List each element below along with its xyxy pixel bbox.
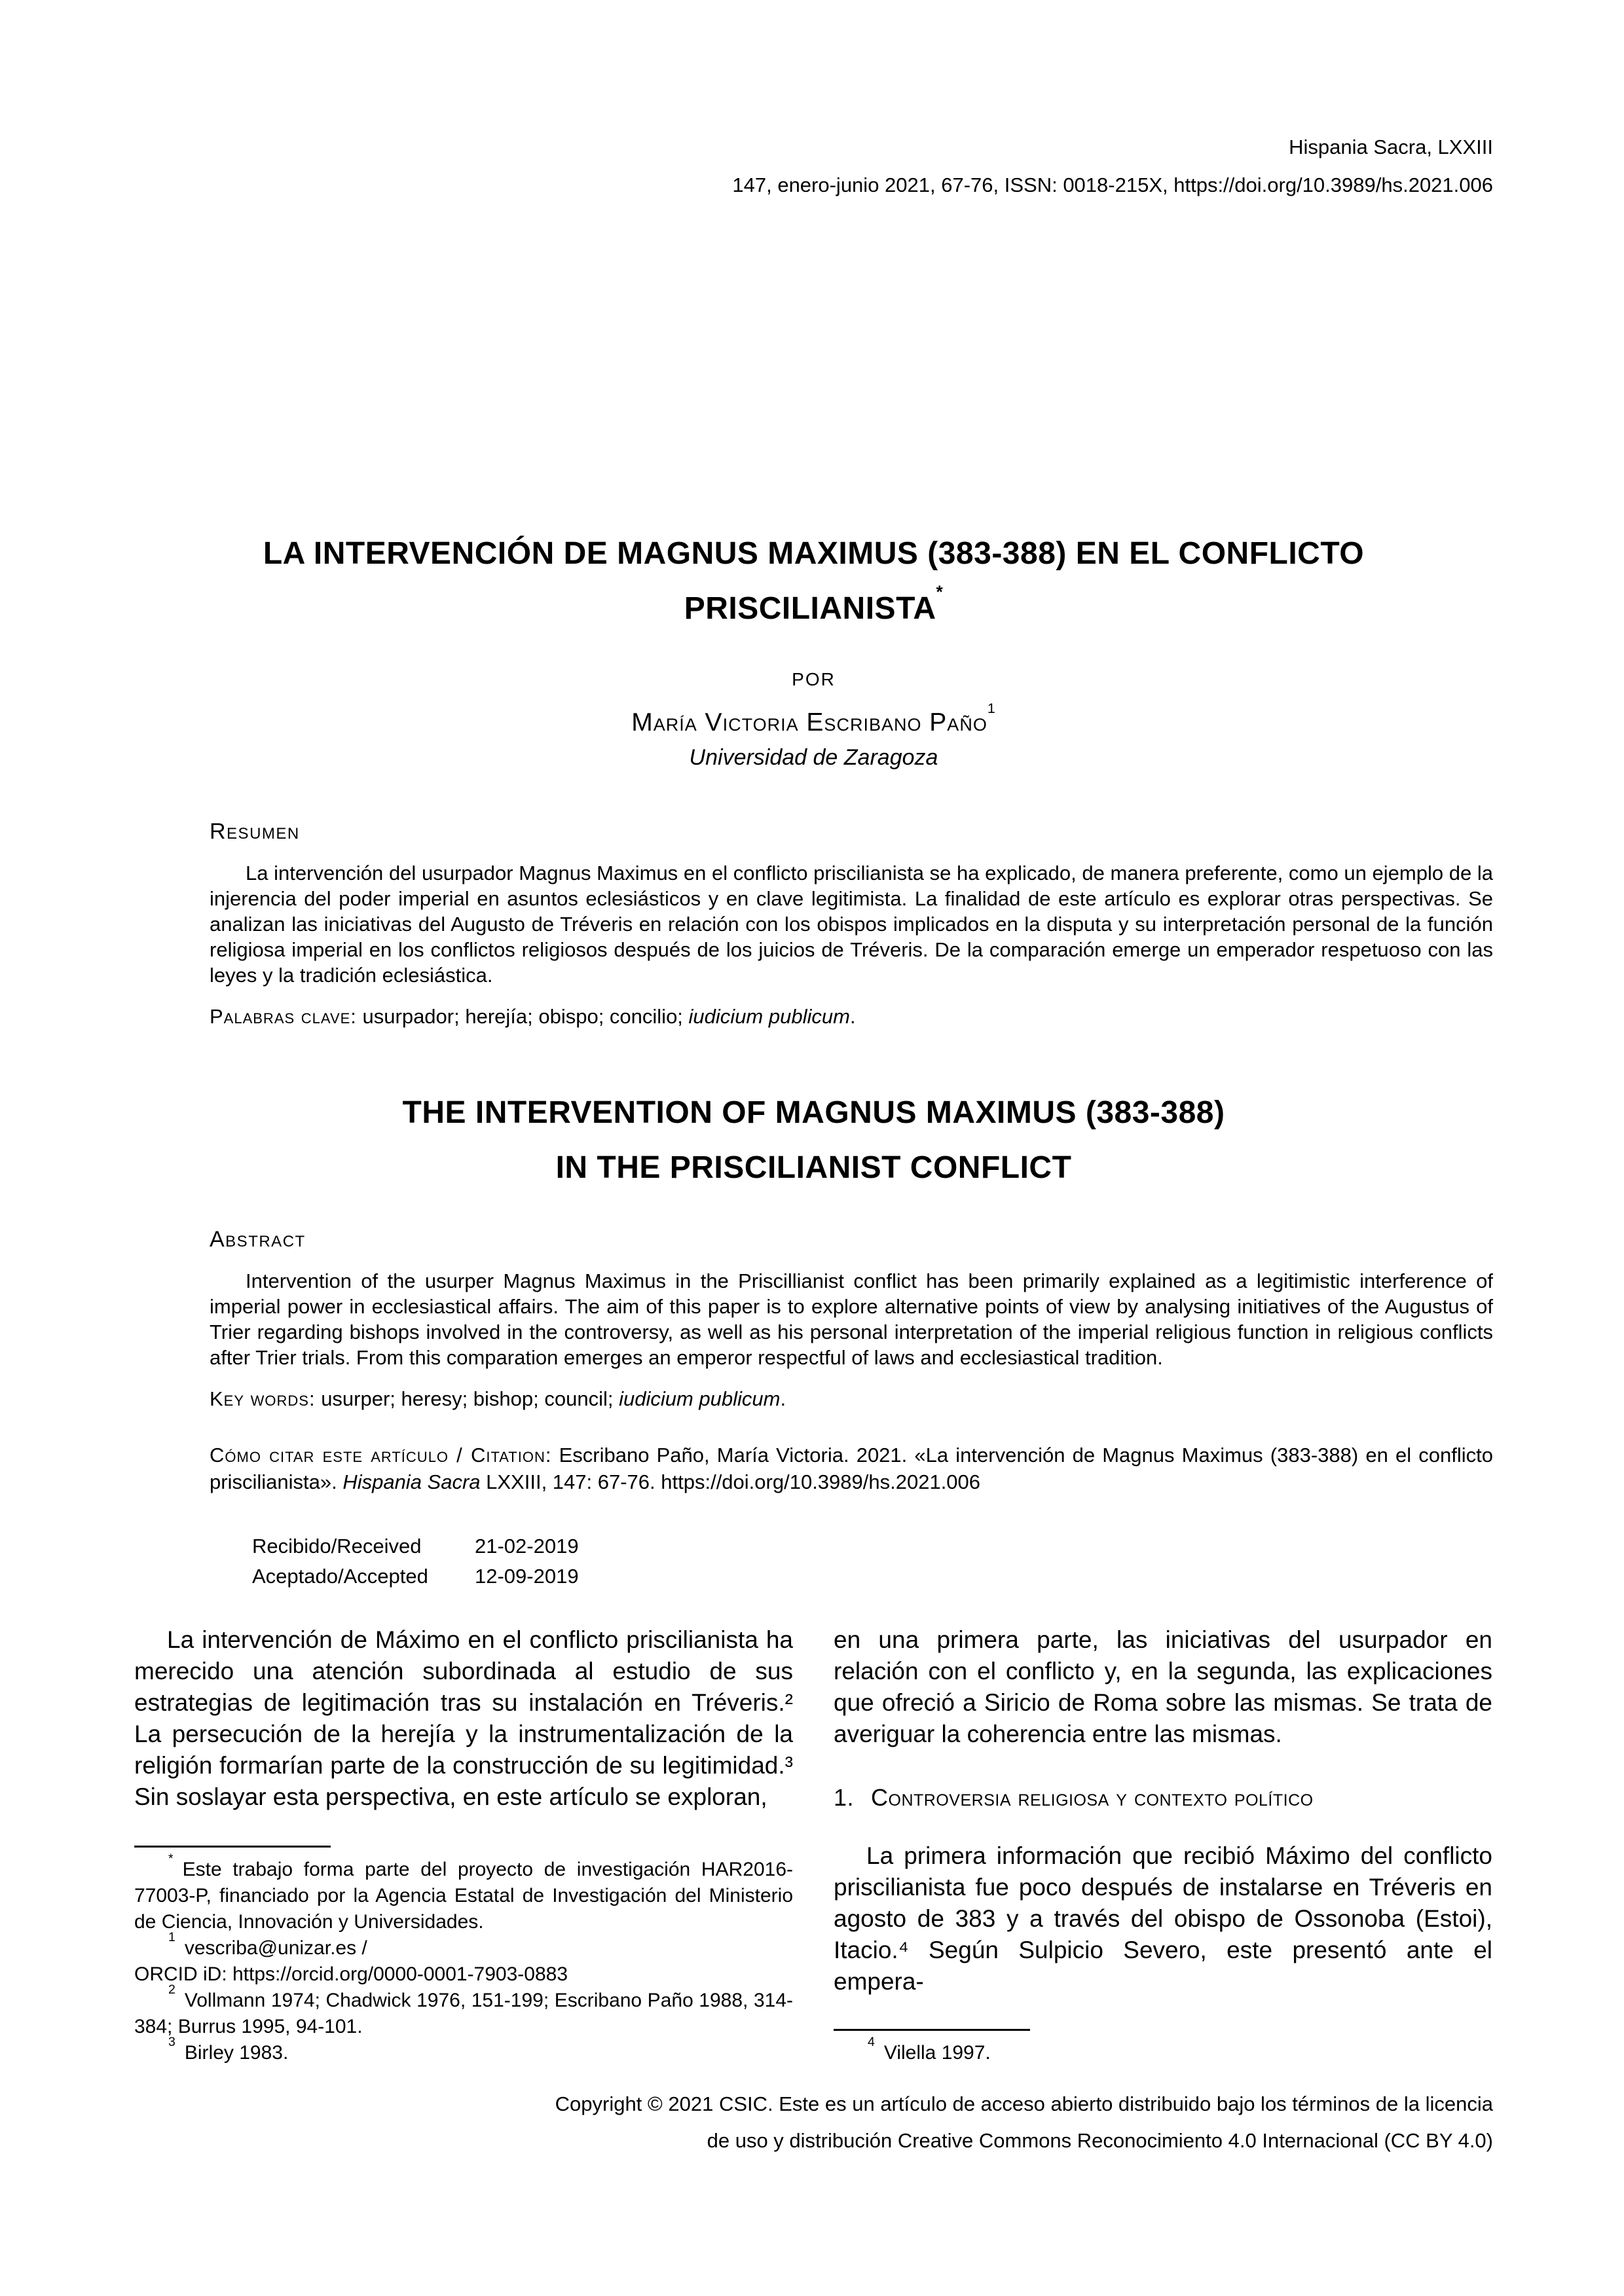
footnote-item-1 [134, 1930, 793, 1988]
author-name-text: María Victoria Escribano Paño [631, 708, 987, 737]
accepted-label: Aceptado/Accepted [252, 1565, 428, 1588]
footnote-marker: * [168, 1851, 174, 1867]
footnote-item-2 [134, 1982, 793, 2040]
column-right [834, 1624, 1492, 2066]
title-en-line-2: IN THE PRISCILIANIST CONFLICT [555, 1150, 1072, 1185]
footnote-item-4 [834, 2035, 1492, 2066]
keywords-text-en: usurper; heresy; bishop; council; [315, 1387, 619, 1410]
footnote-rule-left [134, 1846, 331, 1848]
keywords-suffix-es: . [849, 1005, 856, 1028]
footnote-rule-right [834, 2029, 1030, 2031]
keywords-italic-en: iudicium publicum [619, 1387, 781, 1410]
accepted-row [252, 1561, 1493, 1592]
title-footnote-mark: * [936, 582, 944, 602]
citation-block [210, 1442, 1493, 1495]
article-title-es [134, 526, 1493, 636]
author-affiliation: Universidad de Zaragoza [689, 745, 938, 770]
journal-issue-line: 147, enero-junio 2021, 67-76, ISSN: 0018-215X, https://doi.org/10.3989/hs.2021.006 [732, 173, 1493, 196]
body-paragraph-1: La intervención de Máximo en el conflicto priscilianista ha merecido una atención subordinada al estudio de sus estrategias de legitimación tras su instalación en Tréveris.² La persecución de la herejía y la instrumentalización de la religión formarían parte de la construcción de su legitimidad.³ Sin soslayar esta perspectiva, en este artículo se exploran, [134, 1626, 793, 1810]
keywords-suffix-en: . [780, 1387, 786, 1410]
citation-text: Escribano Paño, María Victoria. 2021. «La intervención de Magnus Maximus (383-388) en el conflicto priscilianista». [210, 1444, 1493, 1493]
section-title: Controversia religiosa y contexto político [871, 1784, 1314, 1811]
keywords-italic-es: iudicium publicum [688, 1005, 850, 1028]
author-footnote-mark: 1 [987, 701, 996, 717]
footnote-marker: 2 [168, 1982, 175, 1997]
resumen-heading: Resumen [210, 819, 300, 844]
footnote-item-asterisk [134, 1851, 793, 1935]
section-heading-1 [834, 1784, 1492, 1812]
received-row [252, 1531, 1493, 1561]
column-left [134, 1624, 793, 2066]
keywords-label-es: Palabras clave: [210, 1005, 357, 1028]
footnote-text: Vollmann 1974; Chadwick 1976, 151-199; Escribano Paño 1988, 314-384; Burrus 1995, 94-101. [134, 1990, 793, 2037]
abstract-heading: Abstract [210, 1227, 306, 1252]
footnotes-left [134, 1846, 793, 2066]
body-columns [134, 1624, 1493, 2066]
keywords-text-es: usurpador; herejía; obispo; concilio; [356, 1005, 689, 1028]
footnote-marker: 3 [168, 2035, 175, 2050]
footnotes-right [834, 2029, 1492, 2066]
dates-block [252, 1531, 1493, 1592]
footnote-marker: 1 [168, 1930, 175, 1945]
section-number: 1. [834, 1784, 855, 1811]
received-label: Recibido/Received [252, 1535, 422, 1558]
accepted-date: 12-09-2019 [475, 1565, 579, 1588]
title-es-line-1: LA INTERVENCIÓN DE MAGNUS MAXIMUS (383-388) EN EL CONFLICTO [263, 536, 1365, 571]
footnote-marker: 4 [868, 2035, 875, 2050]
keywords-label-en: Key words: [210, 1387, 316, 1410]
footnote-text: vescriba@unizar.es / [184, 1937, 367, 1959]
footnote-text: Birley 1983. [184, 2042, 289, 2064]
footnote-text: Este trabajo forma parte del proyecto de investigación HAR2016-77003-P, financiado por la Agencia Estatal de Investigación del Ministerio de Ciencia, Innovación y Universidades. [134, 1859, 793, 1933]
author-name [134, 701, 1493, 737]
citation-journal-italic: Hispania Sacra [342, 1470, 481, 1493]
article-title-en [134, 1085, 1493, 1195]
footnote-text: Vilella 1997. [883, 2042, 991, 2064]
body-paragraph-3: La primera información que recibió Máximo del conflicto priscilianista fue poco después de instalarse en Tréveris en agosto de 383 y a través del obispo de Ossonoba (Estoi), Itacio.⁴ Según Sulpicio Severo, este presentó ante el empera- [834, 1842, 1492, 1995]
journal-header [134, 0, 1493, 204]
byline-por: POR [792, 669, 836, 689]
abstract-section [210, 1227, 1493, 1412]
resumen-body: La intervención del usurpador Magnus Maximus en el conflicto priscilianista se ha explicado, de manera preferente, como un ejemplo de la injerencia del poder imperial en asuntos eclesiásticos y en clave legitimista. La finalidad de este artículo es explorar otras perspectivas. Se analizan las iniciativas del Augusto de Tréveris en relación con los obispos implicados en la disputa y su interpretación personal de la función religiosa imperial en los conflictos religiosos después de los juicios de Tréveris. De la comparación emerge un emperador respetuoso con las leyes y la tradición eclesiástica. [210, 862, 1493, 987]
title-en-line-1: THE INTERVENTION OF MAGNUS MAXIMUS (383-388) [402, 1095, 1225, 1130]
title-es-line-2: PRISCILIANISTA [684, 591, 936, 626]
abstract-body: Intervention of the usurper Magnus Maximus in the Priscillianist conflict has been primarily explained as a legitimistic interference of imperial power in ecclesiastical affairs. The aim of this paper is to explore alternative points of view by analysing initiatives of the Augustus of Trier regarding bishops involved in the controversy, as well as his personal interpretation of the imperial religious function in religious conflicts after Trier trials. From this comparation emerges an emperor respectful of laws and ecclesiastical tradition. [210, 1269, 1493, 1369]
received-date: 21-02-2019 [475, 1535, 579, 1558]
copyright-line-2: de uso y distribución Creative Commons Reconocimiento 4.0 Internacional (CC BY 4.0) [707, 2129, 1493, 2152]
copyright-notice [134, 2086, 1493, 2159]
body-paragraph-2: en una primera parte, las iniciativas del usurpador en relación con el conflicto y, en la segunda, las explicaciones que ofreció a Siricio de Roma sobre las mismas. Se trata de averiguar la coherencia entre las mismas. [834, 1626, 1492, 1747]
copyright-line-1: Copyright © 2021 CSIC. Este es un artículo de acceso abierto distribuido bajo los términos de la licencia [555, 2092, 1493, 2115]
citation-text-after: LXXIII, 147: 67-76. https://doi.org/10.3989/hs.2021.006 [480, 1470, 981, 1493]
footnote-text-continued: ORCID iD: https://orcid.org/0000-0001-7903-0883 [134, 1963, 568, 1985]
footnote-item-3 [134, 2035, 793, 2066]
journal-name: Hispania Sacra, LXXIII [1289, 136, 1493, 158]
abstract-keywords [210, 1386, 1493, 1412]
resumen-keywords [210, 1004, 1493, 1029]
citation-label: Cómo citar este artículo / Citation: [210, 1444, 552, 1467]
resumen-section [210, 819, 1493, 1029]
